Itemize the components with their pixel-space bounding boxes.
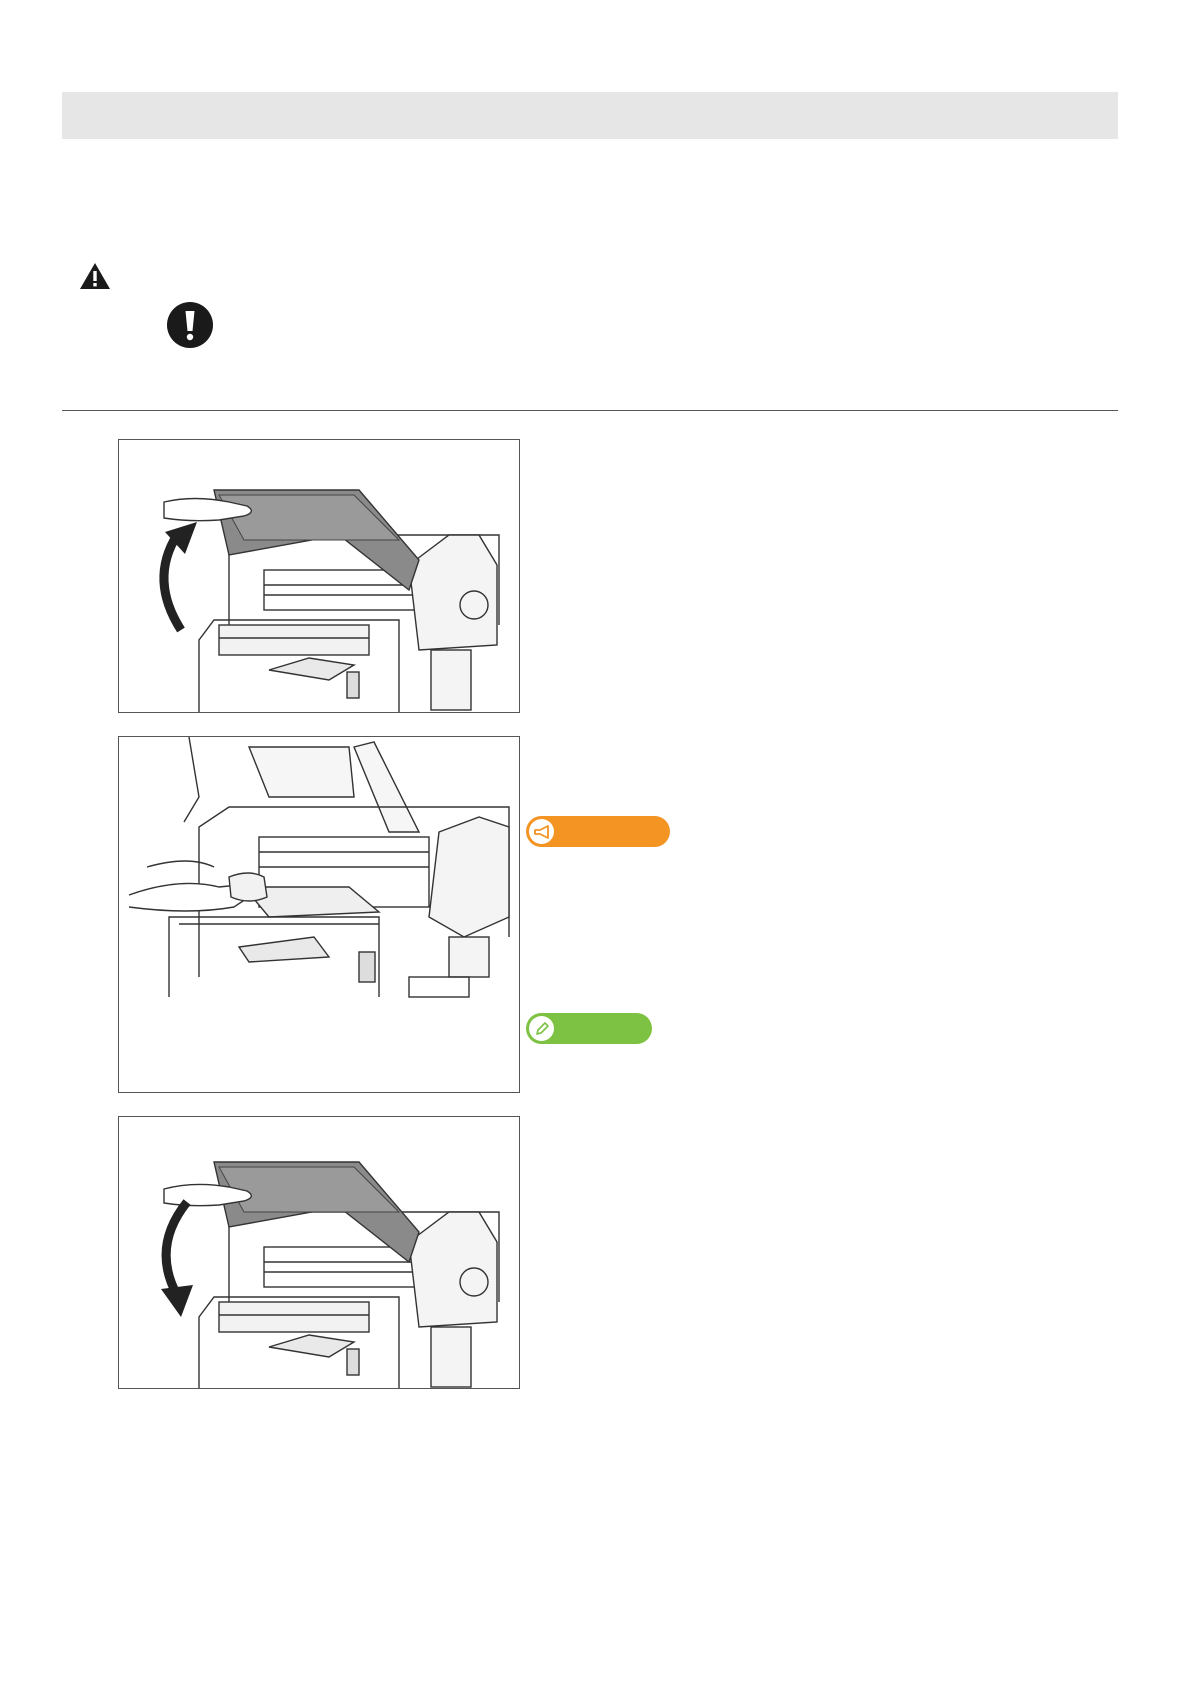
printer-wipe-table-illustration <box>119 737 519 1092</box>
megaphone-icon <box>529 819 554 844</box>
note-badge <box>526 1013 652 1044</box>
figure-open-cover <box>118 439 520 713</box>
section-divider <box>62 410 1118 411</box>
warning-triangle-icon <box>78 261 112 291</box>
printer-open-cover-illustration <box>119 440 519 712</box>
printer-close-cover-illustration <box>119 1117 519 1388</box>
important-badge <box>526 816 670 847</box>
section-header-bar <box>62 92 1118 139</box>
exclamation-circle-icon <box>166 301 214 349</box>
pencil-icon <box>529 1016 554 1041</box>
figure-close-cover <box>118 1116 520 1389</box>
figure-wipe-table <box>118 736 520 1093</box>
